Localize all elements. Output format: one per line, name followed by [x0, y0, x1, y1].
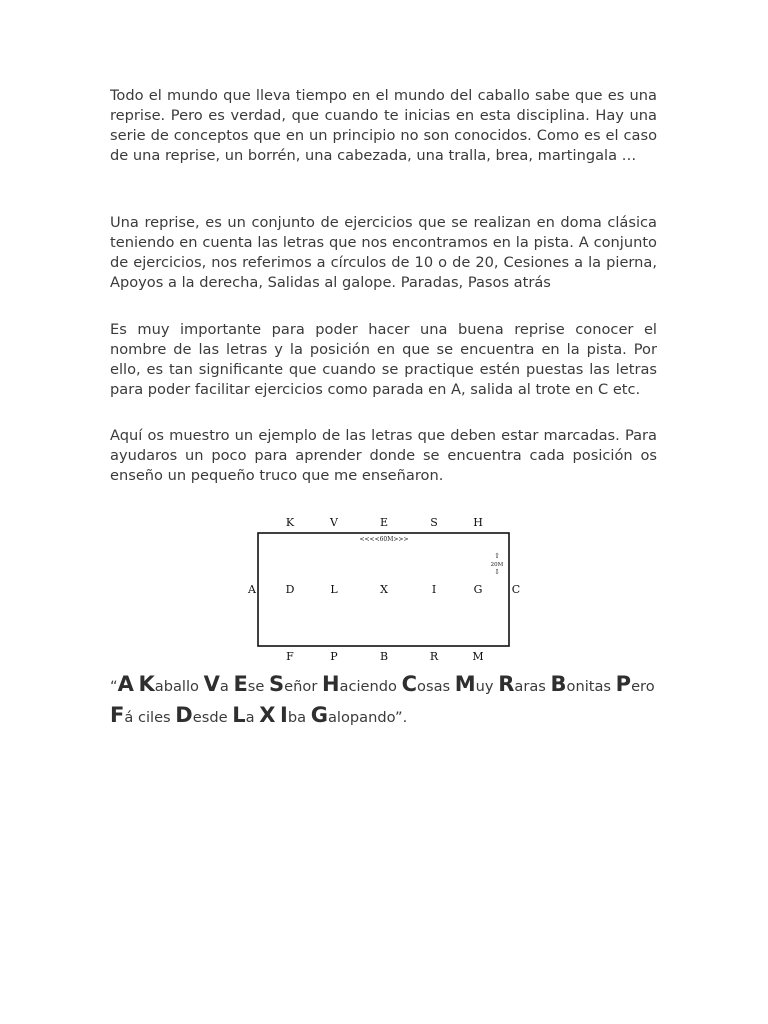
- mnemonic-initial-letter: X: [259, 703, 276, 727]
- mnemonic-phrase: [110, 670, 660, 732]
- mnemonic-text: eñor: [284, 678, 322, 695]
- mnemonic-text: osas: [417, 678, 455, 695]
- mnemonic-initial-letter: F: [110, 703, 125, 727]
- mnemonic-initial-letter: B: [550, 672, 567, 696]
- mnemonic-initial-letter: S: [269, 672, 285, 696]
- arena-letter-b: B: [379, 650, 389, 663]
- mnemonic-text: uy: [475, 678, 499, 695]
- mnemonic-text: a: [245, 709, 260, 726]
- arena-letter-s: S: [430, 516, 438, 529]
- up-arrow-icon: ⇧: [494, 552, 500, 560]
- arena-letter-m: M: [472, 650, 484, 663]
- mnemonic-text: aciendo: [339, 678, 402, 695]
- mnemonic-text: onitas: [566, 678, 616, 695]
- mnemonic-initial-letter: E: [233, 672, 248, 696]
- mnemonic-initial-letter: V: [203, 672, 220, 696]
- mnemonic-initial-letter: G: [310, 703, 328, 727]
- arena-width-marker: [491, 552, 504, 576]
- paragraph-letters-importance: Es muy importante para poder hacer una buena reprise conocer el nombre de las letras y la posición en que se encuentra en la pista. Por ello, es tan significante que cuando se practique estén puestas las letras para poder facilitar ejercicios como parada en A, salida al trote en C etc.: [110, 321, 657, 398]
- down-arrow-icon: ⇩: [494, 568, 500, 576]
- arena-width-label: 20M: [490, 562, 504, 568]
- arena-letter-k: K: [285, 516, 295, 529]
- mnemonic-text: aras: [514, 678, 551, 695]
- arena-letter-v: V: [330, 516, 338, 529]
- arena-letter-a: A: [248, 583, 256, 596]
- mnemonic-initial-letter: R: [498, 672, 515, 696]
- mnemonic-initial-letter: L: [232, 703, 246, 727]
- arena-svg: [244, 510, 524, 665]
- mnemonic-initial-letter: M: [454, 672, 476, 696]
- mnemonic-initial-letter: P: [615, 672, 632, 696]
- arena-letter-c: C: [511, 583, 521, 596]
- mnemonic-text: a: [219, 678, 234, 695]
- paragraph-example-intro: Aquí os muestro un ejemplo de las letras que deben estar marcadas. Para ayudaros un poco para aprender donde se encuentra cada posición os enseño un pequeño truco que me enseñaron.: [110, 427, 657, 484]
- arena-letter-g: G: [473, 583, 483, 596]
- arena-letter-l: L: [330, 583, 338, 596]
- dressage-arena-diagram: [244, 510, 524, 665]
- mnemonic-initial-letter: I: [280, 703, 288, 727]
- paragraph-reprise-definition: Una reprise, es un conjunto de ejercicios que se realizan en doma clásica teniendo en cuenta las letras que nos encontramos en la pista. A conjunto de ejercicios, nos referimos a círculos de 10 o de 20, Cesiones a la pierna, Apoyos a la derecha, Salidas al galope. Paradas, Pasos atrás: [110, 214, 657, 291]
- arena-letter-h: H: [473, 516, 483, 529]
- mnemonic-text: alopando”.: [327, 709, 408, 726]
- mnemonic-text: aballo: [154, 678, 204, 695]
- mnemonic-initial-letter: K: [138, 672, 155, 696]
- mnemonic-initial-letter: H: [321, 672, 340, 696]
- mnemonic-text: á ciles: [124, 709, 176, 726]
- paragraph-intro: Todo el mundo que lleva tiempo en el mundo del caballo sabe que es una reprise. Pero es verdad, que cuando te inicias en esta disciplina. Hay una serie de conceptos que en un principio no son conocidos. Como es el caso de una reprise, un borrén, una cabezada, una tralla, brea, martingala …: [110, 87, 657, 164]
- arena-letter-e: E: [379, 516, 389, 529]
- arena-letter-i: I: [431, 583, 437, 596]
- arena-letter-x: X: [380, 583, 388, 596]
- arena-letter-r: R: [429, 650, 439, 663]
- mnemonic-text: “: [110, 678, 118, 695]
- mnemonic-text: esde: [192, 709, 233, 726]
- mnemonic-initial-letter: A: [117, 672, 134, 696]
- arena-length-label: <<<<60M>>>: [359, 536, 409, 543]
- mnemonic-initial-letter: D: [175, 703, 193, 727]
- arena-letter-f: F: [286, 650, 294, 663]
- mnemonic-text: ba: [287, 709, 311, 726]
- mnemonic-text: ero: [631, 678, 655, 695]
- mnemonic-initial-letter: C: [401, 672, 418, 696]
- arena-letter-d: D: [285, 583, 295, 596]
- arena-letter-p: P: [330, 650, 338, 663]
- mnemonic-text: se: [247, 678, 270, 695]
